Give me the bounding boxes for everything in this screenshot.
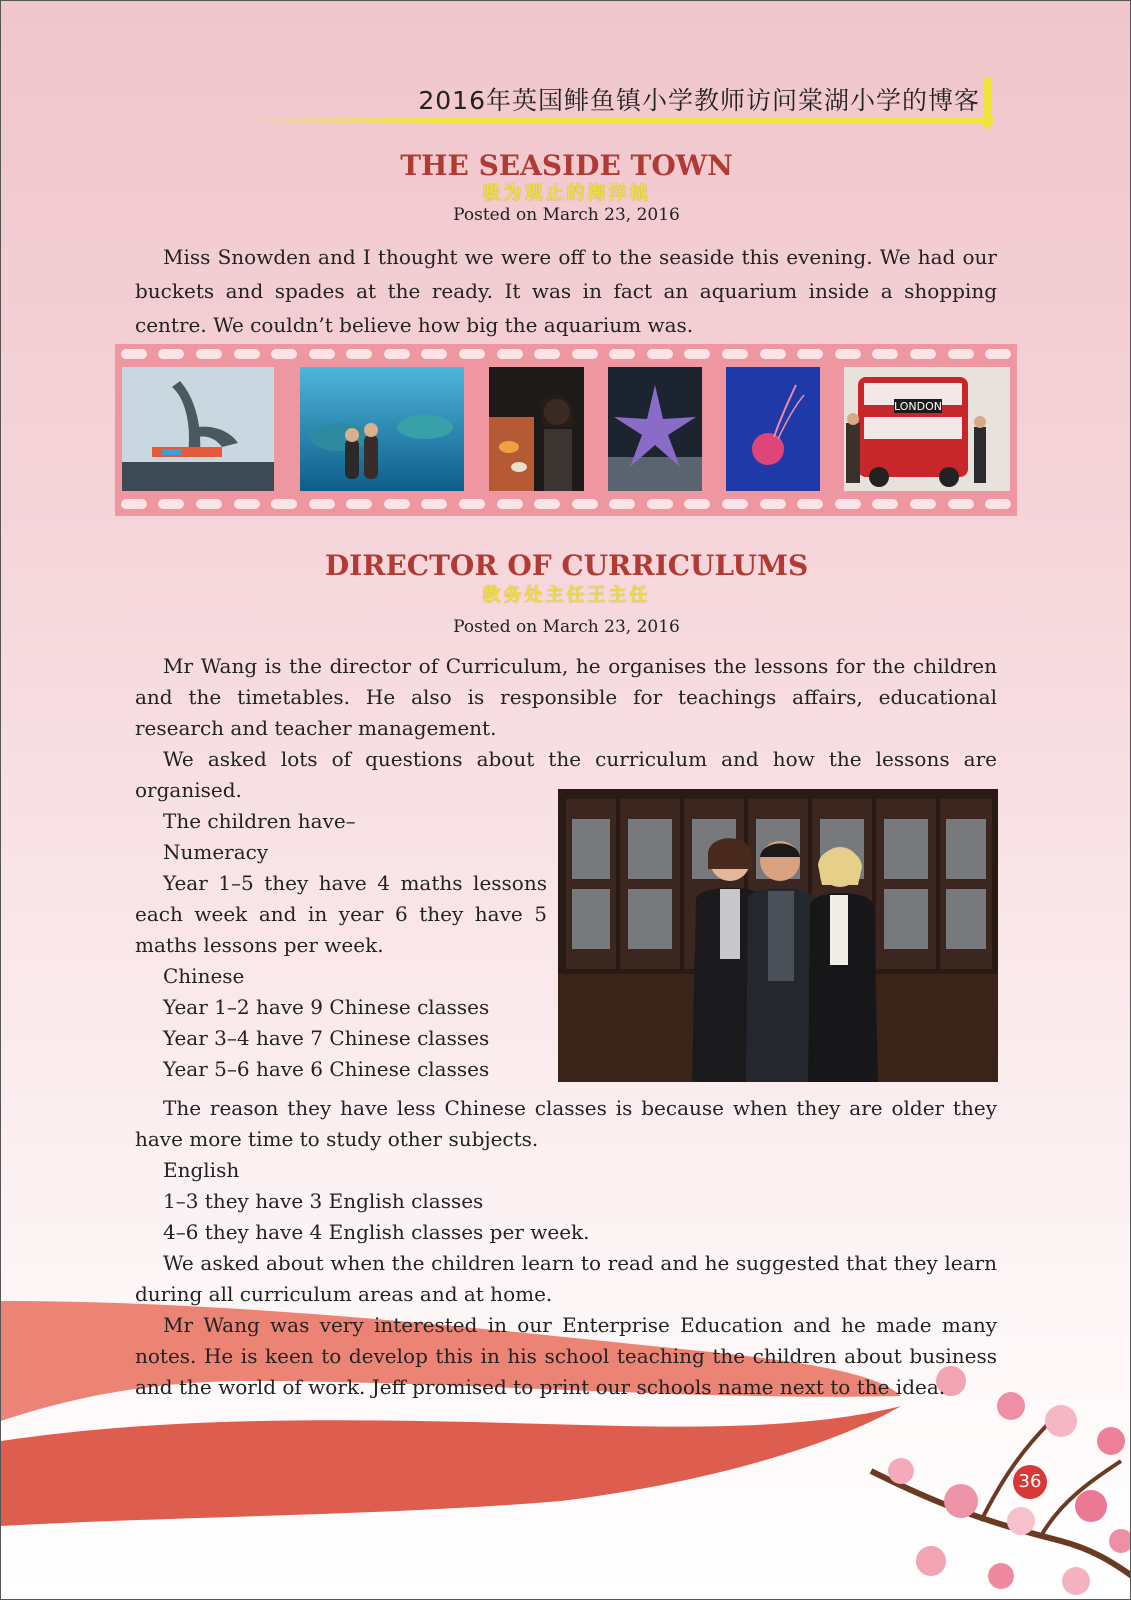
section1-posted-date: Posted on March 23, 2016 (453, 205, 680, 225)
list-item: 4–6 they have 4 English classes per week. (163, 1220, 590, 1244)
header-arrow-icon (979, 119, 995, 131)
photo-aquarium-tank (300, 367, 464, 491)
section1-paragraph: Miss Snowden and I thought we were off to the seaside this evening. We had our buckets and spades at the ready. It was in fact an aquarium inside a shopping centre. We couldn’t believe how big the aquarium was. (135, 245, 997, 337)
section1-body (135, 240, 997, 342)
section1-title: THE SEASIDE TOWN (400, 149, 733, 182)
photo-jellyfish (726, 367, 820, 491)
section2-body-top (135, 651, 997, 806)
list-item: 1–3 they have 3 English classes (163, 1189, 484, 1213)
photo-starfish (608, 367, 702, 491)
subheading-english: English (163, 1158, 240, 1182)
paragraph: We asked lots of questions about the curriculum and how the lessons are organised. (135, 747, 997, 802)
section2-body-bottom (135, 1093, 997, 1403)
section1-subtitle: 吸为观止的海洋城 (482, 183, 651, 204)
film-holes-bottom (115, 499, 1017, 511)
paragraph: Mr Wang is the director of Curriculum, he organises the lessons for the children and the timetables. He also is responsible for teachings affairs, educational research and teacher management. (135, 654, 997, 740)
photo-filmstrip (115, 344, 1017, 516)
paragraph: We asked about when the children learn to read and he suggested that they learn during all curriculum areas and at home. (135, 1251, 997, 1306)
list-item: Year 3–4 have 7 Chinese classes (163, 1026, 490, 1050)
paragraph: The reason they have less Chinese classes is because when they are older they have more time to study other subjects. (135, 1096, 997, 1151)
page-number: 36 (1013, 1465, 1047, 1499)
bus-sign-text: LONDON (894, 400, 942, 413)
section2-posted-date: Posted on March 23, 2016 (453, 617, 680, 637)
paragraph: Year 1–5 they have 4 maths lessons each week and in year 6 they have 5 maths lessons per week. (135, 871, 547, 957)
list-item: Year 5–6 have 6 Chinese classes (163, 1057, 490, 1081)
subheading-numeracy: Numeracy (163, 840, 269, 864)
subheading-chinese: Chinese (163, 964, 245, 988)
photo-woman-at-tank (489, 367, 584, 491)
list-item: Year 1–2 have 9 Chinese classes (163, 995, 490, 1019)
paragraph: Mr Wang was very interested in our Enterprise Education and he made many notes. He is keen to develop this in his school teaching the children about business and the world of work. Jeff promised to print our schools name next to the idea. (135, 1313, 997, 1399)
photo-dolphin-sculpture (122, 367, 274, 491)
film-holes-top (115, 349, 1017, 361)
section2-title: DIRECTOR OF CURRICULUMS (324, 549, 809, 582)
header-title: 2016年英国鲱鱼镇小学教师访问棠湖小学的博客 (418, 86, 980, 115)
photo-london-bus (844, 367, 1010, 491)
paragraph: The children have– (163, 809, 356, 833)
header-bar (983, 77, 991, 121)
header-rule (251, 117, 993, 123)
section2-subtitle: 教务处主任王主任 (482, 585, 651, 606)
photo-mr-wang-with-teachers (558, 789, 998, 1082)
section2-body-left (135, 806, 547, 1085)
